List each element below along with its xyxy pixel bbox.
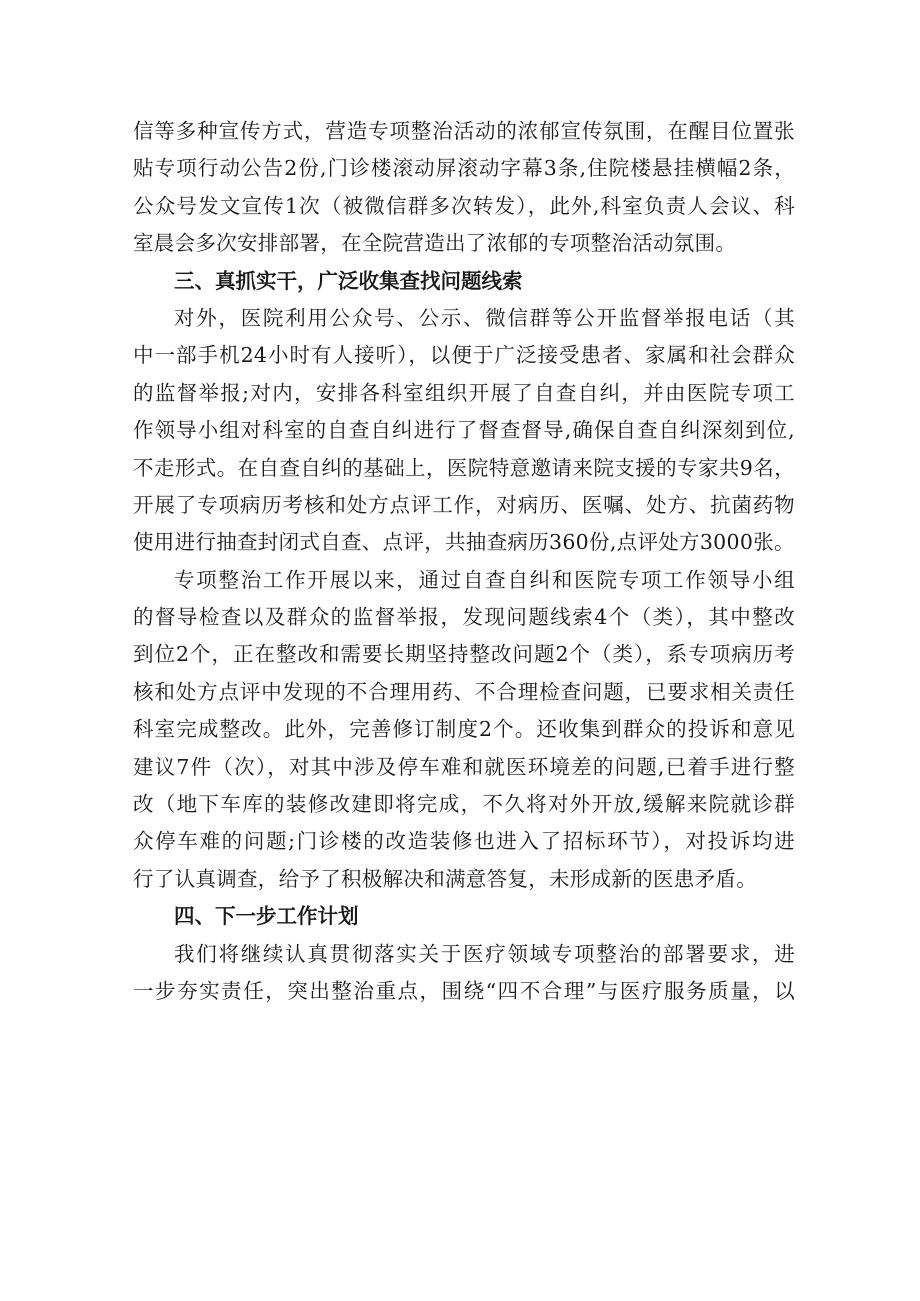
text-line: 专项整治工作开展以来，通过自查自纠和医院专项工作领导小组 (174, 567, 795, 592)
section-heading-4: 四、下一步工作计划 (174, 904, 359, 929)
text-line: 使用进行抽查封闭式自查、点评，共抽查病历360份,点评处方3000张。 (133, 530, 795, 555)
text-line: 行了认真调查，给予了积极解决和满意答复，未形成新的医患矛盾。 (133, 866, 757, 891)
text-line: 信等多种宣传方式，营造专项整治活动的浓郁宣传氛围，在醒目位置张 (133, 119, 795, 143)
text-line: 贴专项行动公告2份,门诊楼滚动屏滚动字幕3条,住院楼悬挂横幅2条， (133, 156, 795, 181)
text-line: 作领导小组对科室的自查自纠进行了督查督导,确保自查自纠深刻到位, (133, 418, 795, 443)
text-line: 的督导检查以及群众的监督举报，发现问题线索4个（类），其中整改 (133, 605, 795, 630)
document-body (133, 113, 795, 1010)
paragraph-next-steps (133, 936, 795, 1011)
text-line: 到位2个，正在整改和需要长期坚持整改问题2个（类），系专项病历考 (133, 642, 795, 667)
paragraph-publicity (133, 113, 795, 263)
text-line: 核和处方点评中发现的不合理用药、不合理检查问题，已要求相关责任 (133, 679, 795, 704)
text-line: 不走形式。在自查自纠的基础上，医院特意邀请来院支援的专家共9名， (133, 455, 795, 480)
text-line: 的监督举报;对内，安排各科室组织开展了自查自纠，并由医院专项工 (133, 380, 795, 405)
text-line: 一步夯实责任，突出整治重点，围绕“四不合理”与医疗服务质量，以 (133, 978, 795, 1003)
text-line: 中一部手机24小时有人接听），以便于广泛接受患者、家属和社会群众 (133, 343, 795, 368)
text-line: 开展了专项病历考核和处方点评工作，对病历、医嘱、处方、抗菌药物 (133, 492, 795, 517)
text-line: 我们将继续认真贯彻落实关于医疗领域专项整治的部署要求，进 (174, 941, 795, 966)
text-line: 室晨会多次安排部署，在全院营造出了浓郁的专项整治活动氛围。 (133, 231, 737, 256)
text-line: 对外，医院利用公众号、公示、微信群等公开监督举报电话（其 (174, 305, 795, 330)
text-line: 建议7件（次），对其中涉及停车难和就医环境差的问题,已着手进行整 (133, 754, 795, 779)
text-line: 改（地下车库的装修改建即将完成，不久将对外开放,缓解来院就诊群 (133, 792, 795, 817)
paragraph-supervision (133, 300, 795, 562)
text-line: 众停车难的问题;门诊楼的改造装修也进入了招标环节），对投诉均进 (133, 829, 795, 854)
text-line: 公众号发文宣传1次（被微信群多次转发），此外,科室负责人会议、科 (133, 193, 795, 218)
paragraph-issue-clues (133, 562, 795, 899)
section-heading-3: 三、真抓实干，广泛收集查找问题线索 (174, 268, 523, 293)
text-line: 科室完成整改。此外，完善修订制度2个。还收集到群众的投诉和意见 (133, 717, 795, 742)
